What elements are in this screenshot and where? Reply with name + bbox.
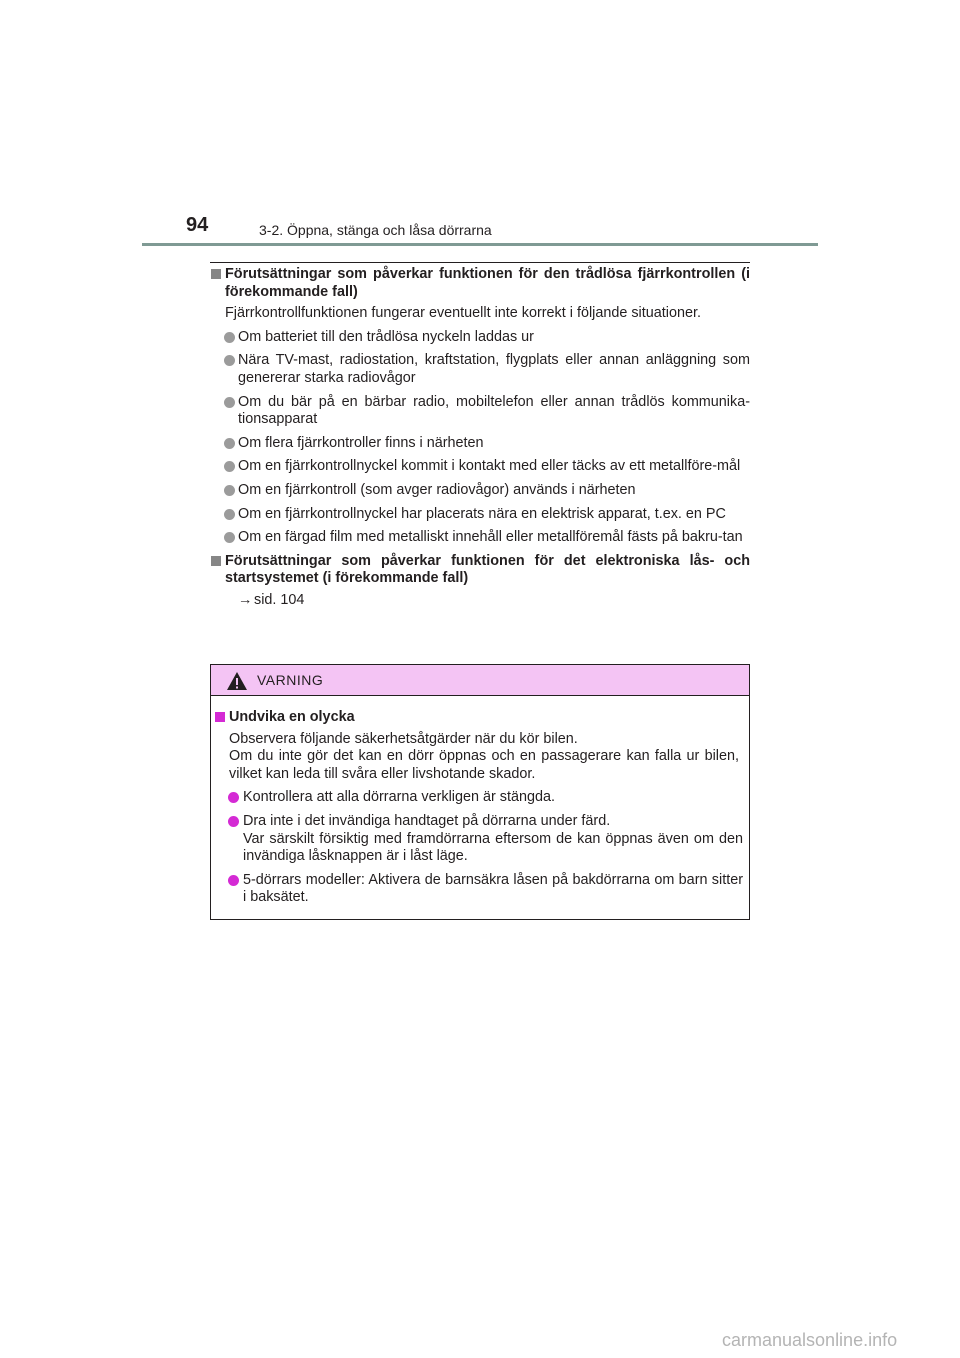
list-item-text: Om en färgad film med metalliskt innehåll eller metallföremål fästs på bakru-tan bbox=[238, 529, 743, 546]
warning-text: Observera följande säkerhetsåtgärder när du kör bilen. bbox=[229, 730, 578, 747]
list-item bbox=[210, 329, 750, 347]
warning-list-item-text: Dra inte i det invändiga handtaget på dörrarna under färd. bbox=[243, 812, 611, 829]
list-item bbox=[210, 394, 750, 429]
list-item-text: Nära TV-mast, radiostation, kraftstation, flygplats eller annan anläggning som genererar starka radiovågor bbox=[238, 352, 750, 386]
warning-list-item-text: Kontrollera att alla dörrarna verkligen är stängda. bbox=[243, 789, 555, 806]
list-item-text: Om batteriet till den trådlösa nyckeln laddas ur bbox=[238, 328, 534, 345]
main-content bbox=[210, 266, 750, 610]
warning-body bbox=[211, 709, 749, 907]
section-heading bbox=[210, 553, 750, 588]
list-item bbox=[210, 435, 750, 453]
warning-heading bbox=[211, 709, 749, 727]
circle-bullet-icon bbox=[224, 332, 235, 343]
circle-bullet-icon bbox=[224, 355, 235, 366]
header-rule bbox=[142, 243, 818, 246]
circle-bullet-icon bbox=[224, 509, 235, 520]
circle-bullet-icon bbox=[228, 792, 239, 803]
warning-text: Om du inte gör det kan en dörr öppnas och en passagerare kan falla ur bilen, vilket kan leda till svåra eller livshotande skador. bbox=[229, 748, 739, 782]
list-item bbox=[210, 458, 750, 476]
warning-list-item bbox=[211, 789, 749, 807]
list-item bbox=[210, 506, 750, 524]
section-heading bbox=[210, 266, 750, 301]
warning-triangle-icon bbox=[226, 671, 248, 691]
warning-list-item-text: 5-dörrars modeller: Aktivera de barnsäkra låsen på bakdörrarna om barn sitter i baksätet. bbox=[243, 871, 743, 906]
list-item bbox=[210, 482, 750, 500]
list-item-text: Om en fjärrkontrollnyckel kommit i kontakt med eller täcks av ett metallföre-mål bbox=[238, 458, 741, 475]
square-bullet-icon bbox=[211, 556, 221, 566]
warning-header bbox=[211, 665, 749, 696]
list-item-text: Om du bär på en bärbar radio, mobiltelefon eller annan trådlös kommunika-tionsapparat bbox=[238, 393, 750, 428]
list-item bbox=[210, 352, 750, 387]
section-heading-text: Förutsättningar som påverkar funktionen för det elektroniska lås- och startsystemet (i förekommande fall) bbox=[225, 552, 750, 587]
section-heading-text: Förutsättningar som påverkar funktionen för den trådlösa fjärrkontrollen (i förekommande fall) bbox=[225, 266, 750, 300]
list-item-text: Om en fjärrkontroll (som avger radiovågor) används i närheten bbox=[238, 481, 636, 498]
arrow-right-icon: → bbox=[238, 591, 253, 608]
circle-bullet-icon bbox=[224, 485, 235, 496]
warning-box bbox=[210, 664, 750, 920]
square-bullet-icon bbox=[215, 712, 225, 722]
section-title: 3-2. Öppna, stänga och låsa dörrarna bbox=[259, 222, 492, 238]
warning-heading-text: Undvika en olycka bbox=[229, 709, 355, 725]
circle-bullet-icon bbox=[224, 532, 235, 543]
square-bullet-icon bbox=[211, 269, 221, 279]
page-reference[interactable] bbox=[210, 592, 750, 610]
list-item-text: Om flera fjärrkontroller finns i närheten bbox=[238, 434, 484, 451]
circle-bullet-icon bbox=[224, 461, 235, 472]
warning-label: VARNING bbox=[257, 672, 324, 688]
page-number: 94 bbox=[186, 214, 209, 236]
watermark: carmanualsonline.info bbox=[722, 1330, 898, 1350]
list-item-text: Om en fjärrkontrollnyckel har placerats nära en elektrisk apparat, t.ex. en PC bbox=[238, 505, 726, 522]
warning-list-item bbox=[211, 813, 749, 866]
circle-bullet-icon bbox=[228, 875, 239, 886]
warning-list-item-extra: Var särskilt försiktig med framdörrarna eftersom de kan öppnas även om den invändiga låsknappen är i låst läge. bbox=[243, 830, 743, 865]
intro-text: Fjärrkontrollfunktionen fungerar eventuellt inte korrekt i följande situationer. bbox=[225, 305, 701, 322]
warning-list-item bbox=[211, 872, 749, 907]
circle-bullet-icon bbox=[224, 397, 235, 408]
circle-bullet-icon bbox=[224, 438, 235, 449]
page-reference-text: sid. 104 bbox=[254, 591, 305, 608]
content-top-rule bbox=[210, 262, 750, 263]
list-item bbox=[210, 529, 750, 547]
circle-bullet-icon bbox=[228, 816, 239, 827]
